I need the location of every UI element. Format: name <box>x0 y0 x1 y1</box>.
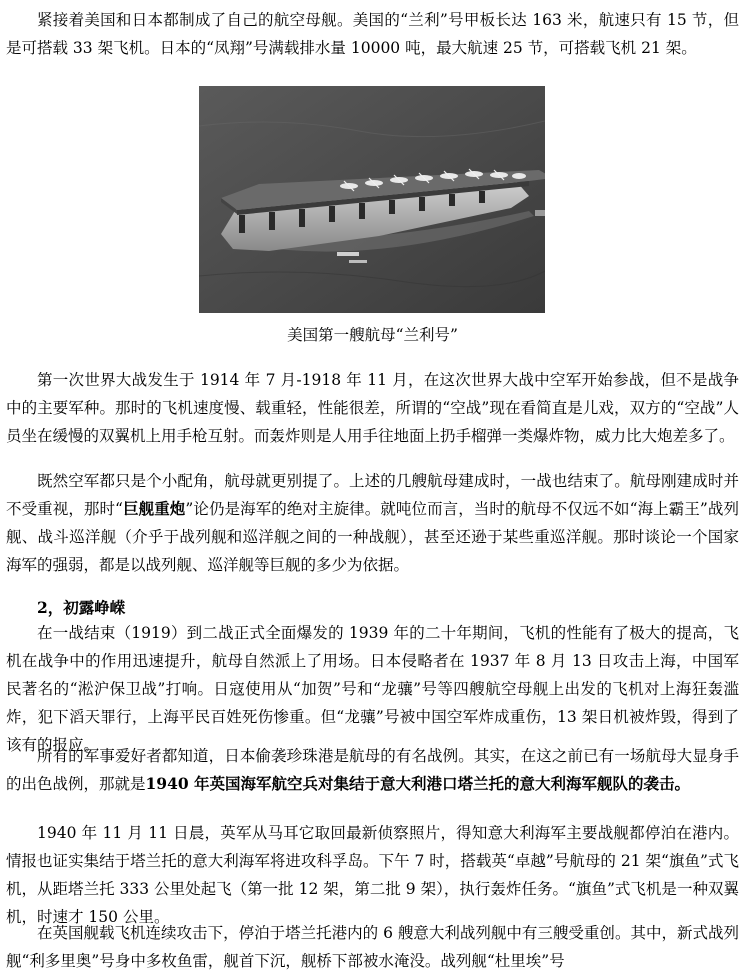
paragraph-taranto-raid: 1940 年 11 月 11 日晨，英军从马耳它取回最新侦察照片，得知意大利海军主要战舰都停泊在港内。情报也证实集结于塔兰托的意大利海军将进攻科孚岛。下午 7 时，搭载英“卓越”号航母的 21 架“旗鱼”式飞机，从距塔兰托 333 公里处起飞（第一批 12 架，第二批 9 架），执行轰炸任务。“旗鱼”式飞机是一种双翼机，时速才 150 公里。 <box>6 824 739 926</box>
figure-caption: 美国第一艘航母“兰利号” <box>287 326 458 344</box>
section-heading: 2，初露峥嵘 <box>37 598 126 617</box>
paragraph-taranto-intro <box>6 742 739 798</box>
langley-carrier-photo <box>199 86 545 313</box>
paragraph-wwi-air-combat: 第一次世界大战发生于 1914 年 7 月-1918 年 11 月，在这次世界大战中空军开始参战，但不是战争中的主要军种。那时的飞机速度慢、载重轻，性能很差，所谓的“空战”现在看简直是儿戏，双方的“空战”人员坐在缓慢的双翼机上用手枪互射。而轰炸则是人用手往地面上扔手榴弹一类爆炸物，威力比大炮差多了。 <box>6 371 739 445</box>
paragraph-battleship-doctrine <box>6 467 739 579</box>
p3-text-b: ”论仍是海军的绝对主旋律。就吨位而言，当时的航母不仅远不如“海上霸王”战列舰、战斗巡洋舰（介乎于战列舰和巡洋舰之间的一种战舰），甚至还逊于某些重巡洋舰。那时谈论一个国家海军的强弱，都是以战列舰、巡洋舰等巨舰的多少为依据。 <box>6 500 739 574</box>
p5-text-a: 所有的军事爱好者都知道，日本偷袭珍珠港是航母的有名战例。其实，在这之前已有一场航母大显身手的出色战例，那就是 <box>6 747 739 793</box>
p3-text-a: 既然空军都只是个小配角，航母就更别提了。上述的几艘航母建成时，一战也结束了。航母刚建成时并不受重视，那时“ <box>6 472 739 518</box>
paragraph-shanghai-1937: 在一战结束（1919）到二战正式全面爆发的 1939 年的二十年期间，飞机的性能有了极大的提高，飞机在战争中的作用迅速提升，航母自然派上了用场。日本侵略者在 1937 年 8 月 13 日攻击上海，中国军民著名的“淞沪保卫战”打响。日寇使用从“加贺”号和“龙骧”号等四艘航空母舰上出发的飞机对上海狂轰滥炸，犯下滔天罪行，上海平民百姓死伤惨重。但“龙骧”号被中国空军炸成重伤，13 架日机被炸毁，得到了该有的报应。 <box>6 624 739 754</box>
p5-bold-text: 1940 年英国海军航空兵对集结于意大利港口塔兰托的意大利海军舰队的袭击。 <box>145 774 691 793</box>
paragraph-taranto-damage: 在英国舰载飞机连续攻击下，停泊于塔兰托港内的 6 艘意大利战列舰中有三艘受重创。其中，新式战列舰“利多里奥”号身中多枚鱼雷，舰首下沉，舰桥下部被水淹没。战列舰“杜里埃”号 <box>6 924 739 970</box>
p3-bold-term: 巨舰重炮 <box>122 499 186 518</box>
paragraph-langley-fengxiang: 紧接着美国和日本都制成了自己的航空母舰。美国的“兰利”号甲板长达 163 米，航速只有 15 节，但是可搭载 33 架飞机。日本的“凤翔”号满载排水量 10000 吨，最大航速 25 节，可搭载飞机 21 架。 <box>6 11 739 57</box>
